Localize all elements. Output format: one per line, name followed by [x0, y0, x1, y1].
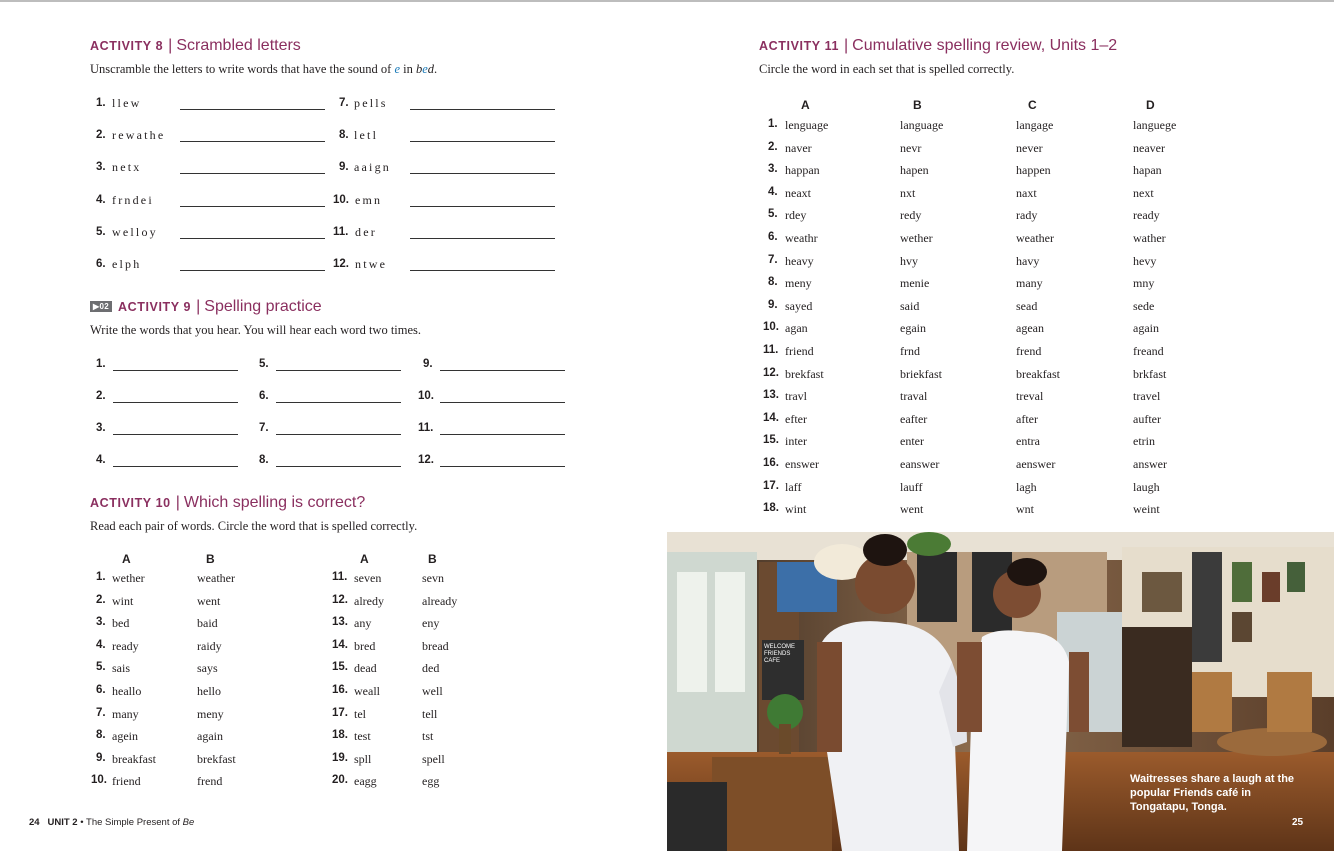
spelling-choice[interactable]: happan	[785, 163, 820, 178]
answer-line[interactable]	[180, 270, 325, 271]
spelling-choice[interactable]: treval	[1016, 389, 1044, 404]
answer-line[interactable]	[410, 141, 555, 142]
spelling-choice[interactable]: lagh	[1016, 479, 1037, 494]
scrambled-word: ntwe	[355, 257, 388, 271]
item-number: 7.	[768, 253, 778, 266]
item-number: 10.	[763, 321, 779, 334]
activity-11-col-head: D	[1146, 98, 1155, 112]
scrambled-word: pells	[354, 96, 388, 110]
answer-line[interactable]	[180, 206, 325, 207]
answer-line[interactable]	[410, 206, 555, 207]
spelling-choice[interactable]: wint	[785, 502, 807, 517]
spelling-choice[interactable]: egain	[900, 321, 926, 336]
choice-a[interactable]: seven	[354, 571, 382, 585]
scrambled-word: llew	[112, 96, 142, 110]
spelling-choice[interactable]: next	[1133, 185, 1154, 200]
choice-a[interactable]: tel	[354, 706, 366, 721]
answer-line[interactable]	[113, 466, 238, 467]
choice-b[interactable]: eny	[422, 616, 440, 631]
spelling-choice[interactable]: etrin	[1133, 434, 1155, 449]
answer-line[interactable]	[113, 402, 238, 403]
spelling-choice[interactable]: laff	[785, 479, 802, 494]
spelling-choice[interactable]: redy	[900, 208, 922, 223]
spelling-choice[interactable]: hapan	[1133, 163, 1162, 178]
spelling-choice[interactable]: sayed	[785, 298, 813, 313]
spelling-choice[interactable]: neaver	[1133, 140, 1165, 155]
choice-b[interactable]: raidy	[197, 638, 222, 653]
footer-unit: UNIT 2	[47, 817, 78, 828]
right-page-number: 25	[1292, 817, 1304, 828]
activity-11-label: ACTIVITY 11	[759, 39, 840, 53]
item-number: 18.	[763, 502, 779, 515]
item-number: 1.	[96, 358, 106, 370]
item-number: 6.	[96, 258, 106, 270]
answer-line[interactable]	[440, 370, 565, 371]
page-top-rule	[0, 0, 1334, 2]
item-number: 12.	[418, 454, 434, 466]
answer-line[interactable]	[440, 402, 565, 403]
choice-b[interactable]: says	[197, 661, 218, 676]
left-page-number: 24	[29, 817, 40, 828]
item-number: 6.	[768, 231, 778, 243]
item-number: 11.	[763, 344, 779, 356]
item-number: 3.	[768, 163, 778, 176]
item-number: 7.	[339, 97, 349, 109]
activity-11-col-head: B	[913, 98, 922, 112]
choice-a[interactable]: ready	[112, 638, 139, 653]
scrambled-word: welloy	[112, 225, 158, 239]
item-number: 16.	[332, 684, 348, 696]
spelling-choice[interactable]: never	[1016, 140, 1043, 155]
spelling-choice[interactable]: hvy	[900, 253, 918, 268]
answer-line[interactable]	[410, 238, 555, 239]
item-number: 4.	[96, 638, 106, 651]
item-number: 9.	[423, 358, 433, 370]
activity-8-heading: ACTIVITY 8 | Scrambled letters	[90, 37, 301, 54]
spelling-choice[interactable]: efter	[785, 411, 807, 426]
spelling-choice[interactable]: inter	[785, 434, 807, 449]
spelling-choice[interactable]: lauff	[900, 479, 923, 494]
spelling-choice[interactable]: travl	[785, 389, 807, 404]
item-number: 3.	[96, 616, 106, 629]
choice-a[interactable]: bed	[112, 616, 130, 631]
activity-11-heading: ACTIVITY 11 | Cumulative spelling review, Units 1–2	[759, 37, 1118, 54]
choice-a[interactable]: any	[354, 616, 372, 631]
choice-a[interactable]: weall	[354, 684, 380, 698]
choice-a[interactable]: wint	[112, 593, 134, 608]
activity-11-col-head: A	[801, 98, 810, 112]
answer-line[interactable]	[440, 466, 565, 467]
answer-line[interactable]	[276, 434, 401, 435]
scrambled-word: emn	[355, 193, 383, 207]
item-number: 5.	[259, 358, 269, 370]
spelling-choice[interactable]: weather	[1016, 231, 1054, 245]
choice-a[interactable]: sais	[112, 661, 130, 676]
item-number: 8.	[768, 276, 778, 289]
choice-b[interactable]: again	[197, 729, 223, 744]
item-number: 5.	[96, 661, 106, 674]
spelling-choice[interactable]: weathr	[785, 231, 818, 245]
spelling-choice[interactable]: eafter	[900, 411, 928, 426]
answer-line[interactable]	[410, 109, 555, 110]
activity-10-label: ACTIVITY 10	[90, 496, 171, 510]
spelling-choice[interactable]: rdey	[785, 208, 807, 223]
item-number: 15.	[332, 661, 348, 674]
item-number: 16.	[763, 457, 779, 469]
scrambled-word: frndei	[112, 193, 154, 207]
activity-8-instruction: Unscramble the letters to write words that have the sound of e in bed.	[90, 62, 438, 76]
item-number: 8.	[259, 454, 269, 466]
scrambled-word: rewathe	[112, 128, 166, 142]
spelling-choice[interactable]: briekfast	[900, 366, 942, 381]
item-number: 6.	[96, 684, 106, 696]
item-number: 4.	[768, 185, 778, 198]
spelling-choice[interactable]: brkfast	[1133, 366, 1167, 381]
spelling-choice[interactable]: langage	[1016, 118, 1054, 132]
choice-b[interactable]: weather	[197, 571, 235, 585]
answer-line[interactable]	[180, 109, 325, 110]
activity-11-instruction: Circle the word in each set that is spelled correctly.	[759, 62, 1015, 76]
choice-a[interactable]: dead	[354, 661, 377, 676]
activity-8-title: Scrambled letters	[176, 37, 301, 54]
spelling-choice[interactable]: nevr	[900, 140, 922, 155]
choice-a[interactable]: eagg	[354, 774, 377, 789]
choice-a[interactable]: heallo	[112, 684, 142, 698]
spelling-choice[interactable]: hevy	[1133, 253, 1157, 268]
spelling-choice[interactable]: friend	[785, 344, 814, 358]
choice-b[interactable]: egg	[422, 774, 440, 789]
spelling-choice[interactable]: breakfast	[1016, 366, 1060, 381]
scrambled-word: elph	[112, 257, 142, 271]
spelling-choice[interactable]: menie	[900, 276, 930, 291]
activity-10-instruction: Read each pair of words. Circle the word that is spelled correctly.	[90, 519, 418, 533]
spelling-choice[interactable]: neaxt	[785, 185, 811, 200]
spelling-choice[interactable]: freand	[1133, 344, 1164, 358]
spelling-choice[interactable]: wnt	[1016, 502, 1034, 517]
item-number: 3.	[96, 161, 106, 173]
item-number: 17.	[763, 479, 779, 492]
spelling-choice[interactable]: sead	[1016, 298, 1038, 313]
spelling-choice[interactable]: nxt	[900, 185, 916, 200]
spelling-choice[interactable]: traval	[900, 389, 928, 404]
photo-caption: Waitresses share a laugh at the popular Friends café in Tongatapu, Tonga.	[1130, 773, 1295, 813]
item-number: 1.	[768, 118, 778, 130]
choice-a[interactable]: many	[112, 706, 139, 721]
choice-b[interactable]: ded	[422, 661, 440, 676]
item-number: 4.	[96, 454, 106, 466]
scrambled-word: netx	[112, 160, 142, 174]
item-number: 1.	[96, 97, 106, 109]
activity-10-col-b-right: B	[428, 552, 437, 566]
spelling-choice[interactable]: rady	[1016, 208, 1038, 223]
activity-11-col-head: C	[1028, 98, 1037, 112]
spelling-choice[interactable]: entra	[1016, 434, 1040, 449]
scrambled-word: der	[355, 225, 377, 239]
item-number: 10.	[91, 774, 107, 787]
item-number: 11.	[333, 226, 349, 238]
item-number: 12.	[763, 366, 779, 379]
activity-9-instruction: Write the words that you hear. You will hear each word two times.	[90, 323, 422, 337]
choice-b[interactable]: brekfast	[197, 751, 236, 766]
spelling-choice[interactable]: after	[1016, 411, 1038, 426]
audio-track-icon[interactable]: ▶02	[90, 301, 112, 312]
spelling-choice[interactable]: enter	[900, 434, 924, 449]
answer-line[interactable]	[180, 141, 325, 142]
spelling-choice[interactable]: wether	[900, 231, 933, 245]
activity-11-title: Cumulative spelling review, Units 1–2	[852, 37, 1118, 54]
item-number: 4.	[96, 194, 106, 206]
choice-b[interactable]: already	[422, 593, 458, 608]
spelling-choice[interactable]: language	[900, 118, 944, 132]
item-number: 20.	[332, 774, 348, 787]
spelling-choice[interactable]: heavy	[785, 253, 814, 268]
item-number: 5.	[96, 226, 106, 238]
spelling-choice[interactable]: naxt	[1016, 185, 1037, 200]
item-number: 8.	[96, 729, 106, 742]
choice-b[interactable]: baid	[197, 616, 218, 631]
spelling-choice[interactable]: eanswer	[900, 457, 940, 471]
spelling-choice[interactable]: travel	[1133, 389, 1161, 404]
choice-b[interactable]: hello	[197, 684, 221, 698]
answer-line[interactable]	[410, 173, 555, 174]
item-number: 9.	[96, 751, 106, 764]
item-number: 14.	[332, 638, 348, 651]
spelling-choice[interactable]: again	[1133, 321, 1159, 336]
item-number: 5.	[768, 208, 778, 221]
choice-a[interactable]: alredy	[354, 593, 384, 608]
choice-b[interactable]: tell	[422, 706, 438, 721]
item-number: 19.	[332, 751, 348, 764]
choice-b[interactable]: frend	[197, 774, 223, 789]
item-number: 10.	[418, 390, 434, 402]
spelling-choice[interactable]: mny	[1133, 276, 1155, 291]
item-number: 2.	[768, 140, 778, 153]
activity-8-label: ACTIVITY 8	[90, 39, 164, 53]
item-number: 18.	[332, 729, 348, 742]
item-number: 14.	[763, 411, 779, 424]
activity-9-title: Spelling practice	[204, 298, 322, 315]
item-number: 3.	[96, 422, 106, 434]
activity-9-label: ACTIVITY 9	[117, 300, 192, 314]
spelling-choice[interactable]: laugh	[1133, 479, 1160, 494]
choice-b[interactable]: went	[197, 593, 221, 608]
item-number: 11.	[332, 571, 348, 583]
spelling-choice[interactable]: wather	[1133, 231, 1166, 245]
item-number: 9.	[339, 161, 349, 173]
spelling-choice[interactable]: enswer	[785, 457, 819, 471]
answer-line[interactable]	[180, 238, 325, 239]
spelling-choice[interactable]: weint	[1133, 502, 1160, 517]
item-number: 17.	[332, 706, 348, 719]
spelling-choice[interactable]: frend	[1016, 344, 1042, 358]
spelling-choice[interactable]: meny	[785, 276, 812, 291]
choice-b[interactable]: spell	[422, 751, 445, 766]
choice-b[interactable]: well	[422, 684, 443, 698]
item-number: 13.	[763, 389, 779, 402]
spelling-choice[interactable]: agean	[1016, 321, 1044, 336]
item-number: 12.	[332, 593, 348, 606]
activity-10-col-b-left: B	[206, 552, 215, 566]
choice-b[interactable]: sevn	[422, 571, 444, 585]
spelling-choice[interactable]: frnd	[900, 344, 920, 358]
item-number: 7.	[96, 706, 106, 719]
choice-a[interactable]: test	[354, 729, 371, 744]
activity-9-heading: ▶02 ACTIVITY 9 | Spelling practice	[90, 298, 322, 316]
activity-10-heading: ACTIVITY 10 | Which spelling is correct?	[90, 494, 366, 511]
choice-b[interactable]: meny	[197, 706, 224, 721]
answer-line[interactable]	[113, 370, 238, 371]
item-number: 12.	[333, 258, 349, 270]
item-number: 9.	[768, 298, 778, 311]
activity-10-title: Which spelling is correct?	[183, 494, 366, 511]
spelling-choice[interactable]: brekfast	[785, 366, 824, 381]
choice-a[interactable]: bred	[354, 638, 376, 653]
scrambled-word: aaign	[354, 160, 391, 174]
choice-a[interactable]: agein	[112, 729, 138, 744]
answer-line[interactable]	[113, 434, 238, 435]
spelling-choice[interactable]: answer	[1133, 457, 1167, 471]
cafe-photo	[667, 532, 1334, 851]
choice-b[interactable]: bread	[422, 638, 449, 653]
item-number: 2.	[96, 129, 106, 141]
item-number: 2.	[96, 390, 106, 402]
welcome-sign: WELCOME FRIENDS CAFE	[764, 644, 796, 664]
scrambled-word: letl	[354, 128, 379, 142]
answer-line[interactable]	[410, 270, 555, 271]
spelling-choice[interactable]: ready	[1133, 208, 1160, 223]
spelling-choice[interactable]: went	[900, 502, 924, 517]
choice-a[interactable]: breakfast	[112, 751, 156, 766]
item-number: 13.	[332, 616, 348, 629]
spelling-choice[interactable]: said	[900, 298, 920, 313]
choice-a[interactable]: spll	[354, 751, 372, 766]
spelling-choice[interactable]: sede	[1133, 298, 1155, 313]
spelling-choice[interactable]: naver	[785, 140, 812, 155]
answer-line[interactable]	[440, 434, 565, 435]
spelling-choice[interactable]: many	[1016, 276, 1043, 291]
spelling-choice[interactable]: languege	[1133, 118, 1177, 132]
spelling-choice[interactable]: happen	[1016, 163, 1051, 178]
answer-line[interactable]	[276, 370, 401, 371]
item-number: 2.	[96, 593, 106, 606]
footer-left: 24 UNIT 2 • The Simple Present of Be	[29, 817, 195, 828]
spelling-choice[interactable]: aenswer	[1016, 457, 1056, 471]
activity-10-col-a-right: A	[360, 552, 369, 566]
choice-b[interactable]: tst	[422, 729, 434, 744]
item-number: 6.	[259, 390, 269, 402]
item-number: 15.	[763, 434, 779, 447]
answer-line[interactable]	[276, 402, 401, 403]
item-number: 7.	[259, 422, 269, 434]
choice-a[interactable]: friend	[112, 774, 141, 789]
item-number: 8.	[339, 129, 349, 141]
item-number: 1.	[96, 571, 106, 583]
spelling-choice[interactable]: lenguage	[785, 118, 829, 132]
answer-line[interactable]	[180, 173, 325, 174]
item-number: 11.	[418, 422, 434, 434]
choice-a[interactable]: wether	[112, 571, 145, 585]
answer-line[interactable]	[276, 466, 401, 467]
spelling-choice[interactable]: havy	[1016, 253, 1040, 268]
spelling-choice[interactable]: aufter	[1133, 411, 1161, 426]
item-number: 10.	[333, 194, 349, 206]
activity-10-col-a-left: A	[122, 552, 131, 566]
spelling-choice[interactable]: hapen	[900, 163, 929, 178]
spelling-choice[interactable]: agan	[785, 321, 808, 336]
